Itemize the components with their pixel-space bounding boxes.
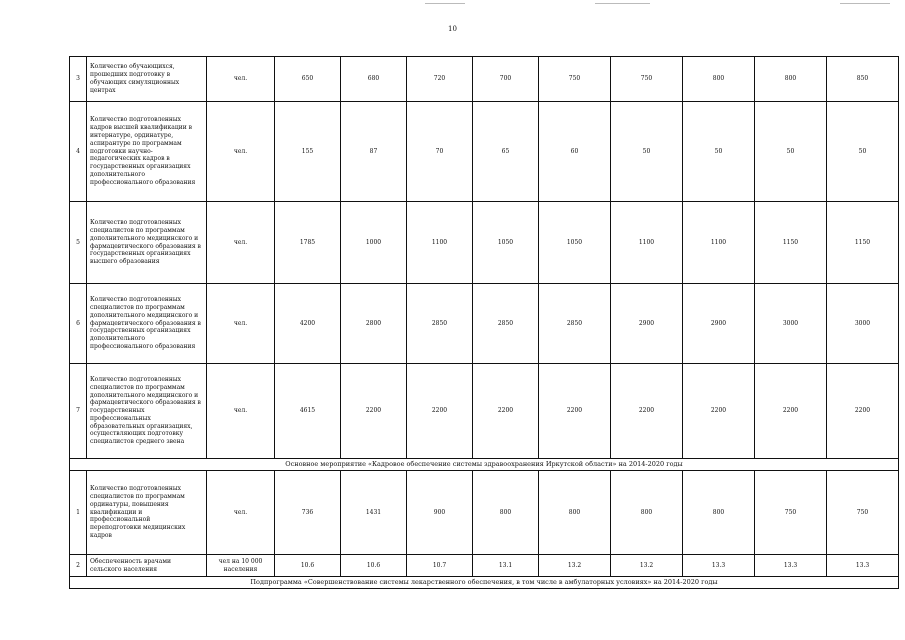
indicator-unit: чел. bbox=[207, 102, 275, 202]
indicator-value: 720 bbox=[407, 57, 473, 102]
section-row-main bbox=[70, 459, 899, 471]
indicator-value: 13.3 bbox=[827, 555, 899, 577]
section-title-sub: Подпрограмма «Совершенствование системы лекарственного обеспечения, в том числе в амбулаторных условиях» на 2014-2020 годы bbox=[70, 577, 899, 589]
indicator-value: 1050 bbox=[473, 202, 539, 284]
indicator-value: 3000 bbox=[827, 284, 899, 364]
indicator-value: 50 bbox=[683, 102, 755, 202]
indicator-unit: чел. bbox=[207, 202, 275, 284]
indicator-value: 1000 bbox=[341, 202, 407, 284]
indicator-value: 680 bbox=[341, 57, 407, 102]
indicator-value: 700 bbox=[473, 57, 539, 102]
indicator-value: 10.6 bbox=[275, 555, 341, 577]
row-number: 1 bbox=[70, 471, 87, 555]
indicator-value: 2800 bbox=[341, 284, 407, 364]
indicator-value: 4200 bbox=[275, 284, 341, 364]
row-number: 5 bbox=[70, 202, 87, 284]
row-number: 4 bbox=[70, 102, 87, 202]
indicator-value: 800 bbox=[755, 57, 827, 102]
page-number: 10 bbox=[448, 25, 457, 33]
table-row bbox=[70, 284, 899, 364]
indicator-value: 2200 bbox=[539, 364, 611, 459]
indicator-value: 1050 bbox=[539, 202, 611, 284]
row-number: 7 bbox=[70, 364, 87, 459]
indicator-description: Обеспеченность врачами сельского населения bbox=[87, 555, 207, 577]
indicator-value: 2850 bbox=[407, 284, 473, 364]
row-number: 3 bbox=[70, 57, 87, 102]
indicator-value: 70 bbox=[407, 102, 473, 202]
indicator-value: 750 bbox=[539, 57, 611, 102]
indicator-description: Количество подготовленных специалистов по программам дополнительного медицинского и фармацевтического образования в государственных организациях высшего образования bbox=[87, 202, 207, 284]
indicator-value: 3000 bbox=[755, 284, 827, 364]
indicator-description: Количество подготовленных специалистов по программам дополнительного медицинского и фармацевтического образования в государственных организациях дополнительного профессионального образования bbox=[87, 284, 207, 364]
indicator-value: 1431 bbox=[341, 471, 407, 555]
indicator-value: 1100 bbox=[611, 202, 683, 284]
indicator-description: Количество подготовленных специалистов по программам дополнительного медицинского и фармацевтического образования в государственных профессиональных образовательных организациях, осуществляющих подготовку специалистов среднего звена bbox=[87, 364, 207, 459]
table-row bbox=[70, 202, 899, 284]
indicator-value: 2200 bbox=[683, 364, 755, 459]
indicator-value: 10.7 bbox=[407, 555, 473, 577]
indicator-value: 2200 bbox=[755, 364, 827, 459]
indicator-value: 750 bbox=[827, 471, 899, 555]
scan-artifact bbox=[840, 3, 890, 4]
indicator-value: 2850 bbox=[539, 284, 611, 364]
indicator-value: 2200 bbox=[341, 364, 407, 459]
indicator-value: 13.2 bbox=[539, 555, 611, 577]
table-row bbox=[70, 471, 899, 555]
indicator-value: 4615 bbox=[275, 364, 341, 459]
indicator-value: 1150 bbox=[755, 202, 827, 284]
indicator-value: 2200 bbox=[611, 364, 683, 459]
section-title-main: Основное мероприятие «Кадровое обеспечение системы здравоохранения Иркутской области» на 2014-2020 годы bbox=[70, 459, 899, 471]
section-row-sub bbox=[70, 577, 899, 589]
indicator-unit: чел. bbox=[207, 471, 275, 555]
indicator-unit: чел. bbox=[207, 57, 275, 102]
indicator-value: 850 bbox=[827, 57, 899, 102]
indicator-value: 13.1 bbox=[473, 555, 539, 577]
indicator-value: 800 bbox=[611, 471, 683, 555]
indicator-value: 87 bbox=[341, 102, 407, 202]
section-sub-body bbox=[70, 577, 899, 589]
indicator-value: 800 bbox=[683, 57, 755, 102]
indicator-description: Количество подготовленных кадров высшей квалификации в интернатуре, ординатуре, аспирантуре по программам подготовки научно-педагогических кадров в государственных организациях дополнительного профессионального образования bbox=[87, 102, 207, 202]
table-row bbox=[70, 102, 899, 202]
indicator-unit: чел. bbox=[207, 364, 275, 459]
indicator-value: 2900 bbox=[683, 284, 755, 364]
indicator-value: 65 bbox=[473, 102, 539, 202]
indicator-value: 50 bbox=[611, 102, 683, 202]
indicator-value: 1100 bbox=[683, 202, 755, 284]
indicator-value: 800 bbox=[683, 471, 755, 555]
indicator-description: Количество обучающихся, прошедших подготовку в обучающих симуляционных центрах bbox=[87, 57, 207, 102]
indicator-value: 60 bbox=[539, 102, 611, 202]
indicator-value: 50 bbox=[755, 102, 827, 202]
table-row bbox=[70, 555, 899, 577]
scan-artifact bbox=[595, 3, 650, 4]
indicator-value: 750 bbox=[755, 471, 827, 555]
indicator-value: 750 bbox=[611, 57, 683, 102]
row-number: 2 bbox=[70, 555, 87, 577]
indicator-value: 1150 bbox=[827, 202, 899, 284]
indicator-unit: чел на 10 000 населения bbox=[207, 555, 275, 577]
indicator-value: 800 bbox=[473, 471, 539, 555]
indicator-value: 736 bbox=[275, 471, 341, 555]
indicator-value: 2200 bbox=[473, 364, 539, 459]
indicator-value: 2900 bbox=[611, 284, 683, 364]
indicator-value: 2200 bbox=[827, 364, 899, 459]
indicators-table bbox=[69, 56, 899, 589]
indicator-value: 13.3 bbox=[755, 555, 827, 577]
indicator-value: 13.2 bbox=[611, 555, 683, 577]
section-main-body bbox=[70, 459, 899, 471]
indicator-value: 1785 bbox=[275, 202, 341, 284]
indicator-value: 155 bbox=[275, 102, 341, 202]
indicator-value: 13.3 bbox=[683, 555, 755, 577]
scan-artifact bbox=[425, 3, 465, 4]
table-row bbox=[70, 57, 899, 102]
indicator-value: 800 bbox=[539, 471, 611, 555]
table-body-top bbox=[70, 57, 899, 459]
indicator-value: 10.6 bbox=[341, 555, 407, 577]
indicator-value: 2200 bbox=[407, 364, 473, 459]
table-body-bottom bbox=[70, 471, 899, 577]
indicator-value: 50 bbox=[827, 102, 899, 202]
indicator-unit: чел. bbox=[207, 284, 275, 364]
indicator-value: 2850 bbox=[473, 284, 539, 364]
row-number: 6 bbox=[70, 284, 87, 364]
indicator-value: 1100 bbox=[407, 202, 473, 284]
indicator-value: 900 bbox=[407, 471, 473, 555]
indicator-description: Количество подготовленных специалистов по программам ординатуры, повышения квалификации и профессиональной переподготовки медицинских кадров bbox=[87, 471, 207, 555]
table-row bbox=[70, 364, 899, 459]
indicator-value: 650 bbox=[275, 57, 341, 102]
